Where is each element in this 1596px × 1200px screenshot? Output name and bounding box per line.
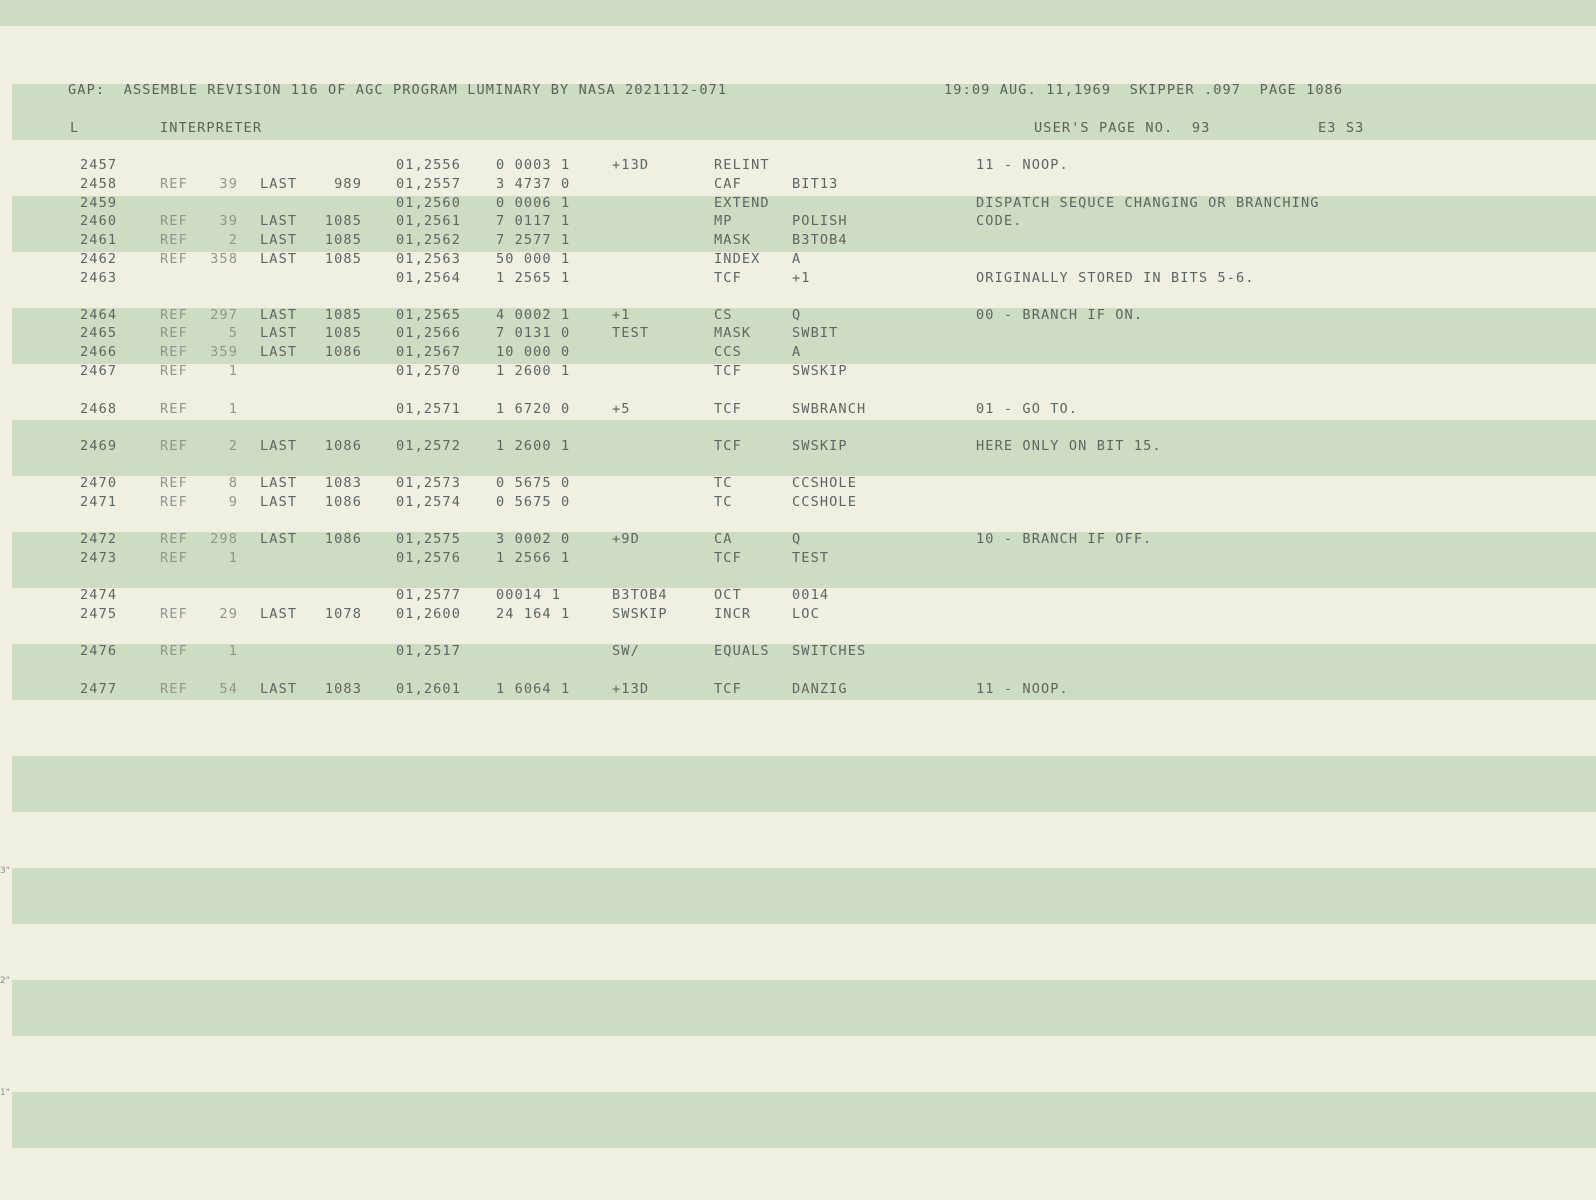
ref-count: 1 bbox=[228, 643, 238, 659]
listing-row bbox=[0, 175, 1596, 193]
address: 01,2572 bbox=[396, 438, 461, 454]
last-label: LAST bbox=[260, 176, 298, 192]
operand: SWBIT bbox=[792, 325, 839, 341]
address: 01,2576 bbox=[396, 550, 461, 566]
comment: HERE ONLY ON BIT 15. bbox=[976, 438, 1162, 454]
object-code: 00014 1 bbox=[496, 587, 561, 603]
opcode: TCF bbox=[714, 401, 742, 417]
comment: CODE. bbox=[976, 213, 1023, 229]
object-code: 7 0131 0 bbox=[496, 325, 571, 341]
listing-row bbox=[0, 530, 1596, 548]
ref-label: REF bbox=[160, 643, 188, 659]
opcode: RELINT bbox=[714, 157, 770, 173]
ref-count: 39 bbox=[219, 213, 238, 229]
listing-row bbox=[0, 231, 1596, 249]
listing-row bbox=[0, 493, 1596, 511]
address: 01,2600 bbox=[396, 606, 461, 622]
last-label: LAST bbox=[260, 232, 298, 248]
object-code: 50 000 1 bbox=[496, 251, 571, 267]
listing-row bbox=[0, 212, 1596, 230]
listing-row bbox=[0, 680, 1596, 698]
object-code: 10 000 0 bbox=[496, 344, 571, 360]
ref-count: 297 bbox=[210, 307, 238, 323]
green-bar bbox=[12, 756, 1596, 812]
ref-count: 359 bbox=[210, 344, 238, 360]
last-label: LAST bbox=[260, 606, 298, 622]
ref-count: 298 bbox=[210, 531, 238, 547]
symbol-label: SWSKIP bbox=[612, 606, 668, 622]
object-code: 0 0003 1 bbox=[496, 157, 571, 173]
ref-label: REF bbox=[160, 232, 188, 248]
ref-label: REF bbox=[160, 307, 188, 323]
object-code: 3 4737 0 bbox=[496, 176, 571, 192]
object-code: 24 164 1 bbox=[496, 606, 571, 622]
green-bar bbox=[0, 0, 1596, 26]
operand: SWBRANCH bbox=[792, 401, 867, 417]
margin-mark: 3" bbox=[0, 866, 10, 876]
last-page: 1086 bbox=[324, 531, 362, 547]
opcode: EXTEND bbox=[714, 195, 770, 211]
listing-row bbox=[0, 324, 1596, 342]
sheet-code: E3 S3 bbox=[1318, 120, 1365, 136]
object-code: 1 2600 1 bbox=[496, 363, 571, 379]
comment: 11 - NOOP. bbox=[976, 681, 1069, 697]
operand: A bbox=[792, 251, 802, 267]
address: 01,2573 bbox=[396, 475, 461, 491]
margin-mark: 1" bbox=[0, 1088, 10, 1098]
opcode: CAF bbox=[714, 176, 742, 192]
opcode: CA bbox=[714, 531, 733, 547]
last-page: 1085 bbox=[324, 307, 362, 323]
seq-number: 2464 bbox=[80, 307, 118, 323]
seq-number: 2470 bbox=[80, 475, 118, 491]
opcode: INDEX bbox=[714, 251, 761, 267]
seq-number: 2457 bbox=[80, 157, 118, 173]
opcode: OCT bbox=[714, 587, 742, 603]
opcode: TCF bbox=[714, 270, 742, 286]
address: 01,2574 bbox=[396, 494, 461, 510]
address: 01,2566 bbox=[396, 325, 461, 341]
address: 01,2560 bbox=[396, 195, 461, 211]
seq-number: 2472 bbox=[80, 531, 118, 547]
comment: 00 - BRANCH IF ON. bbox=[976, 307, 1144, 323]
listing-row bbox=[0, 400, 1596, 418]
operand: BIT13 bbox=[792, 176, 839, 192]
seq-number: 2463 bbox=[80, 270, 118, 286]
ref-label: REF bbox=[160, 494, 188, 510]
section-name: INTERPRETER bbox=[160, 120, 263, 136]
opcode: INCR bbox=[714, 606, 752, 622]
listing-row bbox=[0, 343, 1596, 361]
last-page: 989 bbox=[334, 176, 362, 192]
operand: Q bbox=[792, 307, 802, 323]
margin-mark: 2" bbox=[0, 976, 10, 986]
listing-row bbox=[0, 306, 1596, 324]
last-page: 1086 bbox=[324, 494, 362, 510]
object-code: 0 5675 0 bbox=[496, 494, 571, 510]
seq-number: 2461 bbox=[80, 232, 118, 248]
address: 01,2577 bbox=[396, 587, 461, 603]
ref-count: 2 bbox=[228, 438, 238, 454]
operand: +1 bbox=[792, 270, 811, 286]
operand: Q bbox=[792, 531, 802, 547]
last-label: LAST bbox=[260, 325, 298, 341]
operand: POLISH bbox=[792, 213, 848, 229]
last-page: 1085 bbox=[324, 325, 362, 341]
symbol-label: B3TOB4 bbox=[612, 587, 668, 603]
listing-row bbox=[0, 474, 1596, 492]
last-page: 1085 bbox=[324, 213, 362, 229]
object-code: 0 0006 1 bbox=[496, 195, 571, 211]
ref-label: REF bbox=[160, 606, 188, 622]
ref-count: 9 bbox=[228, 494, 238, 510]
operand: SWSKIP bbox=[792, 363, 848, 379]
last-page: 1086 bbox=[324, 344, 362, 360]
seq-number: 2459 bbox=[80, 195, 118, 211]
seq-number: 2476 bbox=[80, 643, 118, 659]
last-label: LAST bbox=[260, 251, 298, 267]
listing-row bbox=[0, 549, 1596, 567]
opcode: TC bbox=[714, 475, 733, 491]
seq-number: 2465 bbox=[80, 325, 118, 341]
comment: ORIGINALLY STORED IN BITS 5-6. bbox=[976, 270, 1255, 286]
opcode: MASK bbox=[714, 232, 752, 248]
listing-row bbox=[0, 194, 1596, 212]
ref-label: REF bbox=[160, 213, 188, 229]
last-page: 1085 bbox=[324, 251, 362, 267]
seq-number: 2469 bbox=[80, 438, 118, 454]
symbol-label: +9D bbox=[612, 531, 640, 547]
address: 01,2565 bbox=[396, 307, 461, 323]
comment: 11 - NOOP. bbox=[976, 157, 1069, 173]
ref-label: REF bbox=[160, 475, 188, 491]
address: 01,2575 bbox=[396, 531, 461, 547]
ref-count: 39 bbox=[219, 176, 238, 192]
address: 01,2557 bbox=[396, 176, 461, 192]
symbol-label: SW/ bbox=[612, 643, 640, 659]
opcode: CS bbox=[714, 307, 733, 323]
listing-row bbox=[0, 156, 1596, 174]
address: 01,2561 bbox=[396, 213, 461, 229]
ref-count: 1 bbox=[228, 401, 238, 417]
address: 01,2564 bbox=[396, 270, 461, 286]
operand: 0014 bbox=[792, 587, 830, 603]
ref-count: 5 bbox=[228, 325, 238, 341]
user-page-number: USER'S PAGE NO. 93 bbox=[1034, 120, 1211, 136]
ref-label: REF bbox=[160, 550, 188, 566]
symbol-label: +13D bbox=[612, 681, 650, 697]
seq-number: 2462 bbox=[80, 251, 118, 267]
comment: 01 - GO TO. bbox=[976, 401, 1079, 417]
seq-number: 2473 bbox=[80, 550, 118, 566]
comment: DISPATCH SEQUCE CHANGING OR BRANCHING bbox=[976, 195, 1320, 211]
object-code: 3 0002 0 bbox=[496, 531, 571, 547]
last-label: LAST bbox=[260, 475, 298, 491]
address: 01,2517 bbox=[396, 643, 461, 659]
object-code: 1 2600 1 bbox=[496, 438, 571, 454]
operand: B3TOB4 bbox=[792, 232, 848, 248]
last-page: 1083 bbox=[324, 475, 362, 491]
opcode: TCF bbox=[714, 363, 742, 379]
seq-number: 2458 bbox=[80, 176, 118, 192]
address: 01,2567 bbox=[396, 344, 461, 360]
last-label: LAST bbox=[260, 344, 298, 360]
green-bar bbox=[12, 868, 1596, 924]
operand: TEST bbox=[792, 550, 830, 566]
opcode: MP bbox=[714, 213, 733, 229]
last-page: 1083 bbox=[324, 681, 362, 697]
header-line-2 bbox=[0, 119, 1596, 137]
listing-row bbox=[0, 642, 1596, 660]
address: 01,2562 bbox=[396, 232, 461, 248]
ref-count: 54 bbox=[219, 681, 238, 697]
operand: LOC bbox=[792, 606, 820, 622]
listing-row bbox=[0, 250, 1596, 268]
ref-label: REF bbox=[160, 176, 188, 192]
ref-count: 1 bbox=[228, 550, 238, 566]
symbol-label: +1 bbox=[612, 307, 631, 323]
green-bar bbox=[12, 1092, 1596, 1148]
listing-row bbox=[0, 362, 1596, 380]
object-code: 1 6720 0 bbox=[496, 401, 571, 417]
operand: CCSHOLE bbox=[792, 475, 857, 491]
seq-number: 2474 bbox=[80, 587, 118, 603]
seq-number: 2466 bbox=[80, 344, 118, 360]
symbol-label: +5 bbox=[612, 401, 631, 417]
seq-number: 2468 bbox=[80, 401, 118, 417]
symbol-label: TEST bbox=[612, 325, 650, 341]
last-label: LAST bbox=[260, 531, 298, 547]
opcode: TCF bbox=[714, 681, 742, 697]
ref-label: REF bbox=[160, 531, 188, 547]
object-code: 1 2566 1 bbox=[496, 550, 571, 566]
green-bar bbox=[12, 980, 1596, 1036]
seq-number: 2471 bbox=[80, 494, 118, 510]
seq-number: 2467 bbox=[80, 363, 118, 379]
object-code: 0 5675 0 bbox=[496, 475, 571, 491]
listing-row bbox=[0, 605, 1596, 623]
ref-label: REF bbox=[160, 363, 188, 379]
last-label: LAST bbox=[260, 213, 298, 229]
object-code: 1 2565 1 bbox=[496, 270, 571, 286]
address: 01,2601 bbox=[396, 681, 461, 697]
opcode: TCF bbox=[714, 438, 742, 454]
ref-count: 8 bbox=[228, 475, 238, 491]
ref-label: REF bbox=[160, 401, 188, 417]
last-page: 1078 bbox=[324, 606, 362, 622]
ref-label: REF bbox=[160, 438, 188, 454]
opcode: CCS bbox=[714, 344, 742, 360]
last-page: 1086 bbox=[324, 438, 362, 454]
seq-number: 2477 bbox=[80, 681, 118, 697]
ref-count: 2 bbox=[228, 232, 238, 248]
ref-count: 1 bbox=[228, 363, 238, 379]
last-label: LAST bbox=[260, 307, 298, 323]
opcode: EQUALS bbox=[714, 643, 770, 659]
address: 01,2563 bbox=[396, 251, 461, 267]
operand: SWITCHES bbox=[792, 643, 867, 659]
seq-number: 2475 bbox=[80, 606, 118, 622]
operand: SWSKIP bbox=[792, 438, 848, 454]
object-code: 1 6064 1 bbox=[496, 681, 571, 697]
ref-label: REF bbox=[160, 325, 188, 341]
address: 01,2556 bbox=[396, 157, 461, 173]
opcode: MASK bbox=[714, 325, 752, 341]
object-code: 7 2577 1 bbox=[496, 232, 571, 248]
opcode: TCF bbox=[714, 550, 742, 566]
address: 01,2570 bbox=[396, 363, 461, 379]
listing-timestamp: 19:09 AUG. 11,1969 SKIPPER .097 PAGE 1086 bbox=[944, 82, 1344, 98]
listing-type: L bbox=[70, 120, 80, 136]
opcode: TC bbox=[714, 494, 733, 510]
seq-number: 2460 bbox=[80, 213, 118, 229]
ref-count: 358 bbox=[210, 251, 238, 267]
ref-label: REF bbox=[160, 681, 188, 697]
ref-label: REF bbox=[160, 251, 188, 267]
object-code: 4 0002 1 bbox=[496, 307, 571, 323]
symbol-label: +13D bbox=[612, 157, 650, 173]
header-line-1 bbox=[0, 81, 1596, 99]
last-label: LAST bbox=[260, 681, 298, 697]
ref-count: 29 bbox=[219, 606, 238, 622]
listing-row bbox=[0, 437, 1596, 455]
address: 01,2571 bbox=[396, 401, 461, 417]
comment: 10 - BRANCH IF OFF. bbox=[976, 531, 1153, 547]
listing-row bbox=[0, 586, 1596, 604]
operand: DANZIG bbox=[792, 681, 848, 697]
operand: A bbox=[792, 344, 802, 360]
ref-label: REF bbox=[160, 344, 188, 360]
operand: CCSHOLE bbox=[792, 494, 857, 510]
last-label: LAST bbox=[260, 494, 298, 510]
last-label: LAST bbox=[260, 438, 298, 454]
listing-title: GAP: ASSEMBLE REVISION 116 OF AGC PROGRAM LUMINARY BY NASA 2021112-071 bbox=[68, 82, 728, 98]
listing-row bbox=[0, 269, 1596, 287]
last-page: 1085 bbox=[324, 232, 362, 248]
object-code: 7 0117 1 bbox=[496, 213, 571, 229]
